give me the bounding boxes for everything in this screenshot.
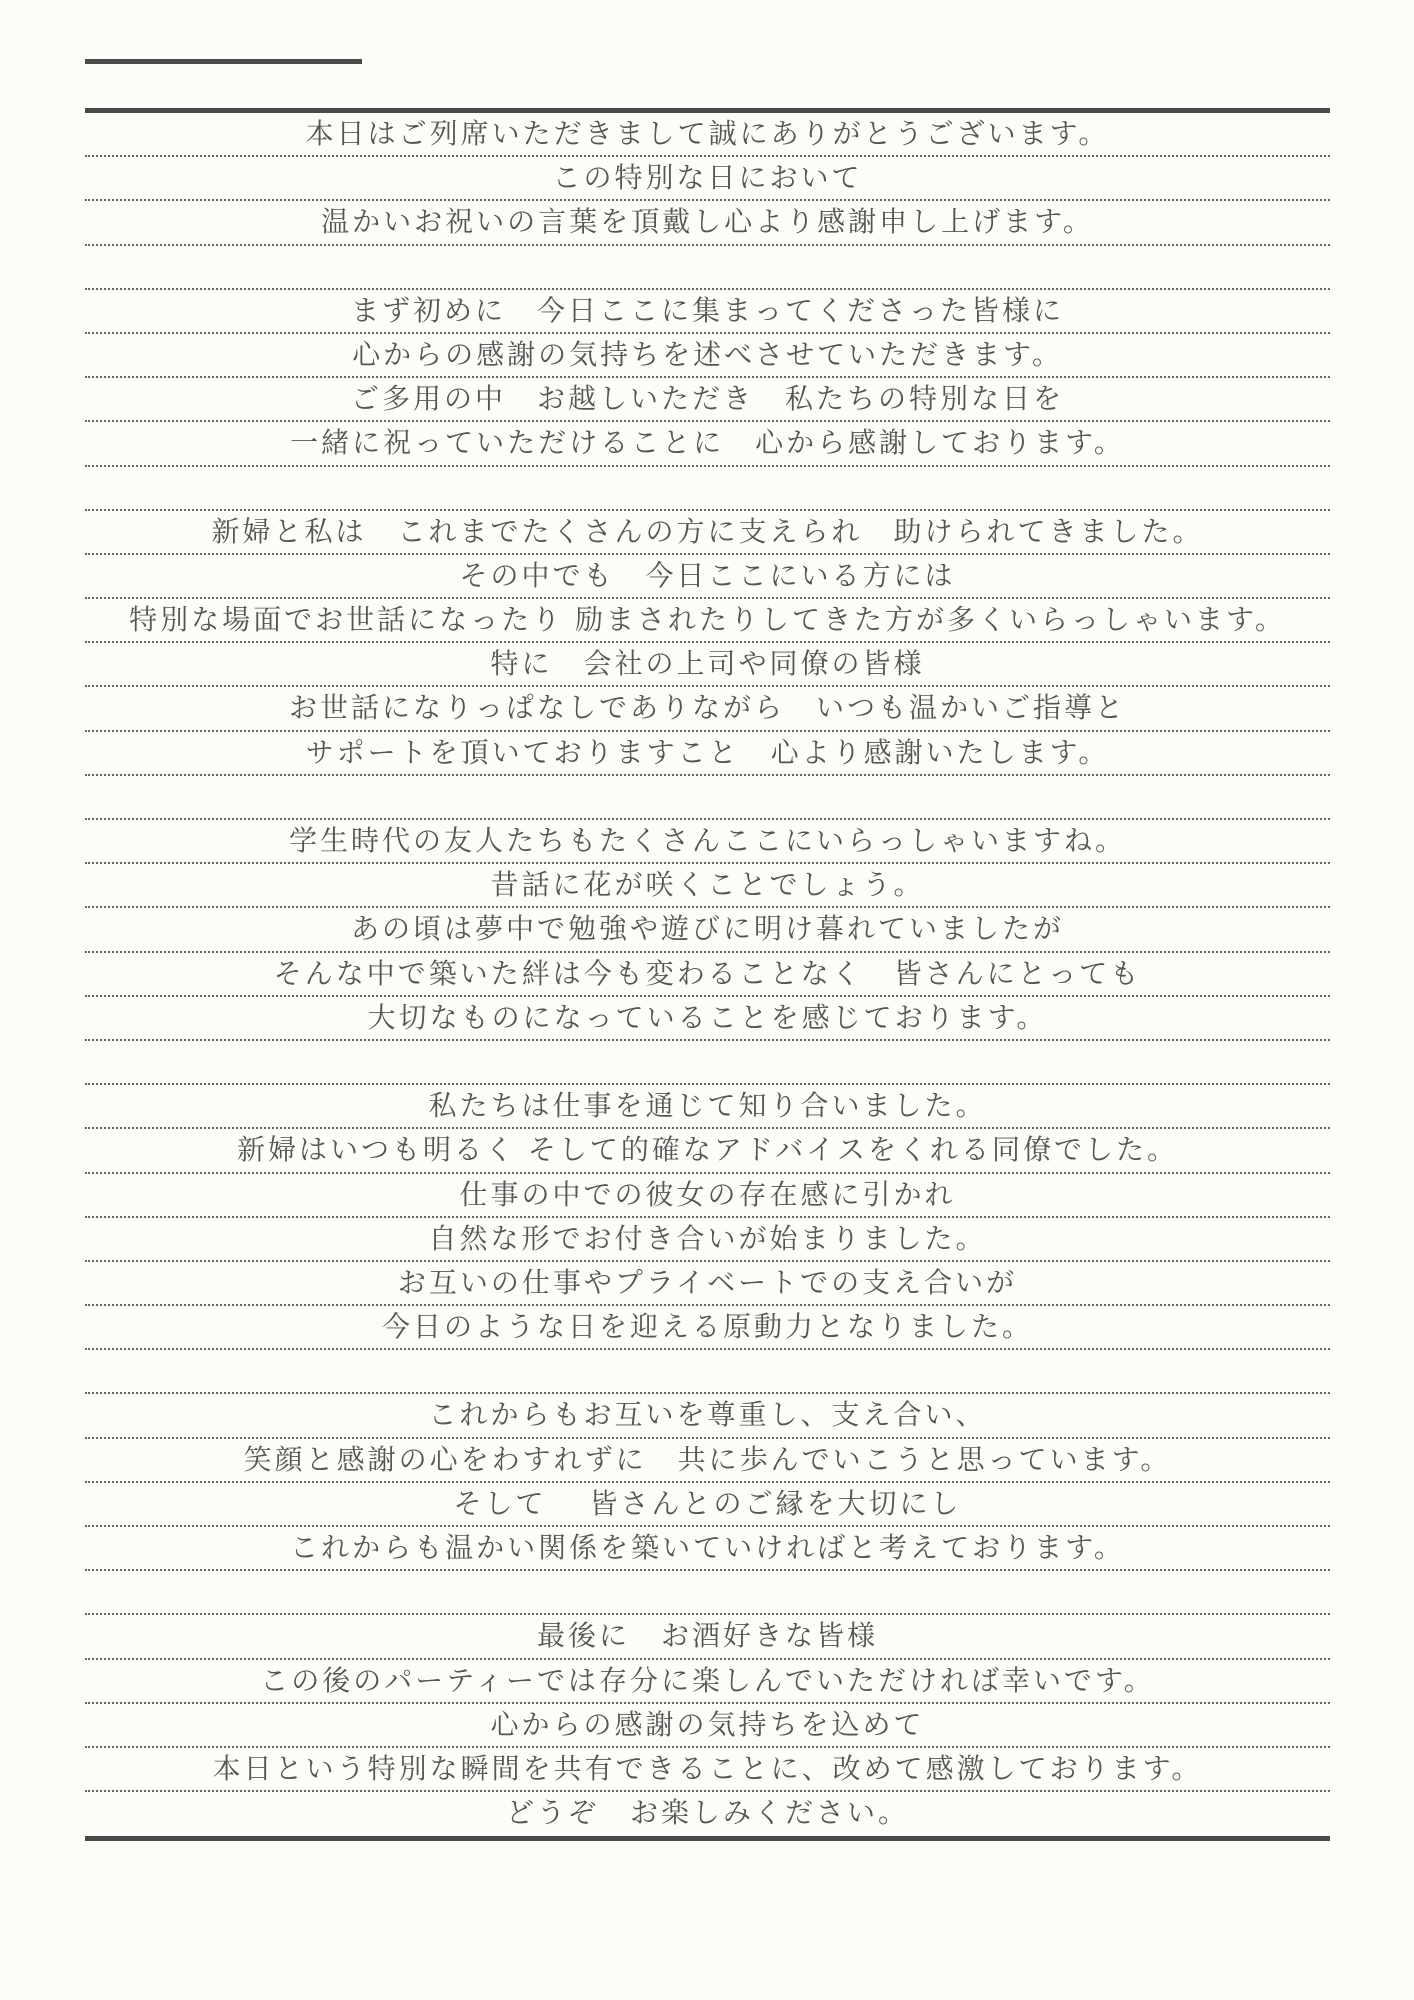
letter-line: サポートを頂いておりますこと 心より感謝いたします。 (85, 732, 1330, 776)
letter-line: 特に 会社の上司や同僚の皆様 (85, 643, 1330, 687)
letter-line: 私たちは仕事を通じて知り合いました。 (85, 1085, 1330, 1129)
letter-line: 本日はご列席いただきまして誠にありがとうございます。 (85, 113, 1330, 157)
letter-line: 最後に お酒好きな皆様 (85, 1615, 1330, 1659)
title-underline (85, 59, 362, 64)
letter-line: あの頃は夢中で勉強や遊びに明け暮れていましたが (85, 908, 1330, 952)
letter-line: この特別な日において (85, 157, 1330, 201)
letter-line: ご多用の中 お越しいただき 私たちの特別な日を (85, 378, 1330, 422)
letter-line (85, 1571, 1330, 1615)
letter-line (85, 246, 1330, 290)
letter-line: 学生時代の友人たちもたくさんここにいらっしゃいますね。 (85, 820, 1330, 864)
letter-line: お世話になりっぱなしでありながら いつも温かいご指導と (85, 687, 1330, 731)
letter-line: そして 皆さんとのご縁を大切にし (85, 1483, 1330, 1527)
letter-line: 今日のような日を迎える原動力となりました。 (85, 1306, 1330, 1350)
letter-line: 仕事の中での彼女の存在感に引かれ (85, 1174, 1330, 1218)
letter-line: 大切なものになっていることを感じております。 (85, 997, 1330, 1041)
letter-line: 心からの感謝の気持ちを込めて (85, 1704, 1330, 1748)
letter-line: これからも温かい関係を築いていければと考えております。 (85, 1527, 1330, 1571)
letter-line: そんな中で築いた絆は今も変わることなく 皆さんにとっても (85, 953, 1330, 997)
letter-line: お互いの仕事やプライベートでの支え合いが (85, 1262, 1330, 1306)
letter-line: どうぞ お楽しみください。 (505, 1796, 909, 1830)
bottom-rule (85, 1836, 1330, 1841)
letter-line (85, 1350, 1330, 1394)
letter-line: 特別な場面でお世話になったり 励まされたりしてきた方が多くいらっしゃいます。 (85, 599, 1330, 643)
letter-line: 自然な形でお付き合いが始まりました。 (85, 1218, 1330, 1262)
letter-line: 新婦はいつも明るく そして的確なアドバイスをくれる同僚でした。 (85, 1129, 1330, 1173)
letter-lines (85, 113, 1330, 1836)
letter-line: これからもお互いを尊重し、支え合い、 (85, 1394, 1330, 1438)
letter-line: この後のパーティーでは存分に楽しんでいただければ幸いです。 (85, 1660, 1330, 1704)
letter-line: まず初めに 今日ここに集まってくださった皆様に (85, 290, 1330, 334)
letter-line: 心からの感謝の気持ちを述べさせていただきます。 (85, 334, 1330, 378)
letter-line: 一緒に祝っていただけることに 心から感謝しております。 (85, 422, 1330, 466)
letter-line: その中でも 今日ここにいる方には (85, 555, 1330, 599)
letter-line (85, 776, 1330, 820)
letter-line: 温かいお祝いの言葉を頂戴し心より感謝申し上げます。 (85, 201, 1330, 245)
letter-sheet (85, 108, 1330, 1841)
letter-line (85, 467, 1330, 511)
letter-line: 新婦と私は これまでたくさんの方に支えられ 助けられてきました。 (85, 511, 1330, 555)
letter-line: 昔話に花が咲くことでしょう。 (85, 864, 1330, 908)
letter-line: 笑顔と感謝の心をわすれずに 共に歩んでいこうと思っています。 (85, 1439, 1330, 1483)
letter-line (85, 1041, 1330, 1085)
letter-line: 本日という特別な瞬間を共有できることに、改めて感激しております。 (85, 1748, 1330, 1792)
